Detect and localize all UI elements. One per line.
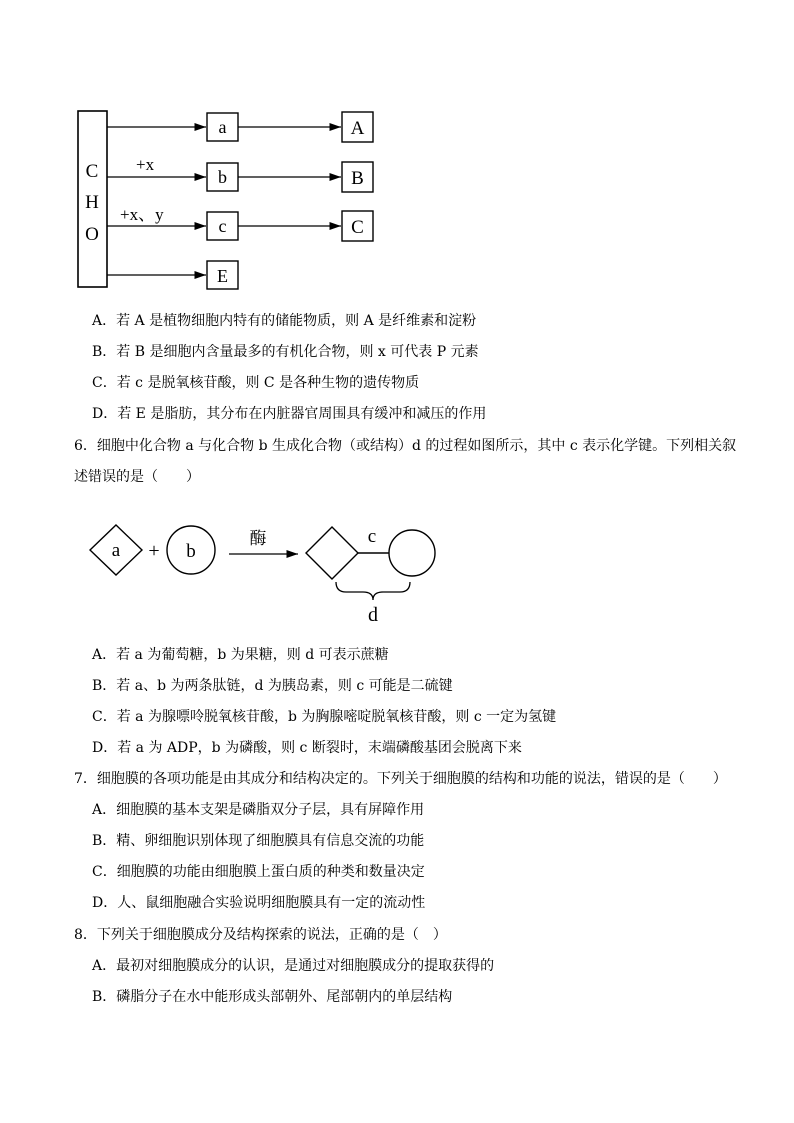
plus-sign: + — [148, 540, 160, 562]
cho-letter-h: H — [85, 192, 99, 213]
diamond-a-label: a — [111, 540, 121, 561]
q6-option-a: A．若 a 为葡萄糖，b 为果糖，则 d 可表示蔗糖 — [92, 647, 389, 663]
diamond-product — [306, 527, 358, 579]
label-plus-x: +x — [136, 155, 155, 174]
circle-product — [389, 530, 435, 576]
q8-option-a: A．最初对细胞膜成分的认识，是通过对细胞膜成分的提取获得的 — [92, 958, 495, 974]
q7-option-b: B．精、卵细胞识别体现了细胞膜具有信息交流的功能 — [92, 833, 425, 849]
bond-c-label: c — [367, 526, 377, 547]
node-A-label: A — [350, 118, 365, 139]
q6-option-c: C．若 a 为腺嘌呤脱氧核苷酸，b 为胸腺嘧啶脱氧核苷酸，则 c 一定为氢键 — [92, 709, 557, 725]
brace-d-label: d — [368, 604, 378, 626]
enzyme-label: 酶 — [249, 529, 267, 548]
brace-d — [336, 582, 410, 600]
label-plus-x-y: +x、y — [120, 205, 164, 224]
q6-stem-line1: 6．细胞中化合物 a 与化合物 b 生成化合物（或结构）d 的过程如图所示，其中 c 表示化学键。下列相关叙 — [74, 438, 737, 454]
q5-option-a: A．若 A 是植物细胞内特有的储能物质，则 A 是纤维素和淀粉 — [92, 313, 477, 329]
q8-stem: 8．下列关于细胞膜成分及结构探索的说法，正确的是（ ） — [74, 927, 447, 943]
q8-option-b: B．磷脂分子在水中能形成头部朝外、尾部朝内的单层结构 — [92, 989, 453, 1005]
q5-option-b: B．若 B 是细胞内含量最多的有机化合物，则 x 可代表 P 元素 — [92, 344, 479, 360]
cho-letter-o: O — [85, 224, 99, 245]
q6-option-b: B．若 a、b 为两条肽链，d 为胰岛素，则 c 可能是二硫键 — [92, 678, 453, 694]
q5-option-c: C．若 c 是脱氧核苷酸，则 C 是各种生物的遗传物质 — [92, 375, 420, 391]
node-B-label: B — [351, 168, 364, 189]
q7-option-c: C．细胞膜的功能由细胞膜上蛋白质的种类和数量决定 — [92, 864, 425, 880]
node-c-label: c — [218, 216, 227, 236]
circle-b-label: b — [186, 541, 196, 562]
q6-option-d: D．若 a 为 ADP，b 为磷酸，则 c 断裂时，末端磷酸基团会脱离下来 — [92, 740, 522, 756]
cho-diagram — [0, 0, 794, 300]
q5-option-d: D．若 E 是脂肪，其分布在内脏器官周围具有缓冲和减压的作用 — [92, 406, 487, 422]
cho-letter-c: C — [85, 161, 99, 182]
q7-option-a: A．细胞膜的基本支架是磷脂双分子层，具有屏障作用 — [92, 802, 425, 818]
node-a-label: a — [218, 117, 227, 137]
q6-stem-line2: 述错误的是（ ） — [74, 469, 200, 485]
q7-stem: 7．细胞膜的各项功能是由其成分和结构决定的。下列关于细胞膜的结构和功能的说法，错误的是（ ） — [74, 771, 727, 787]
node-e-label: E — [217, 266, 228, 286]
node-C-label: C — [351, 217, 364, 238]
node-b-label: b — [218, 167, 227, 187]
reaction-diagram — [0, 500, 794, 640]
q7-option-d: D．人、鼠细胞融合实验说明细胞膜具有一定的流动性 — [92, 895, 426, 911]
